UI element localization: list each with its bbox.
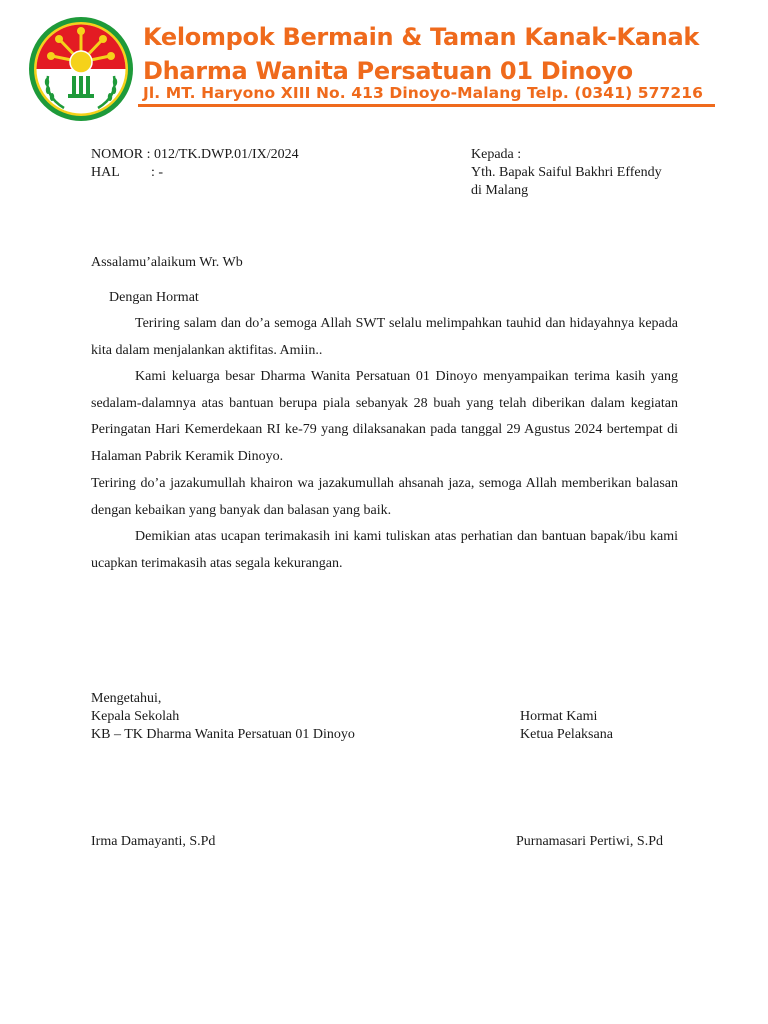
letterhead-divider xyxy=(138,104,715,107)
sig-right-line1: Hormat Kami xyxy=(520,709,598,724)
salutation: Assalamu’alaikum Wr. Wb xyxy=(91,255,243,270)
paragraph-2: Kami keluarga besar Dharma Wanita Persatuan 01 Dinoyo menyampaikan terima kasih yang sedalam-dalamnya atas bantuan berupa piala sebanyak 28 buah yang telah diberikan dalam kegiatan Peringatan Hari Kemerdekaan RI ke-79 yang dilaksanakan pada tanggal 29 Agustus 2024 bertempat di Halaman Pabrik Keramik Dinoyo. xyxy=(91,369,678,464)
school-logo-icon xyxy=(28,16,134,122)
letterhead-title-line1: Kelompok Bermain & Taman Kanak-Kanak xyxy=(143,23,700,51)
recipient-place: di Malang xyxy=(471,183,529,198)
paragraph-4: Demikian atas ucapan terimakasih ini kami tuliskan atas perhatian dan bantuan bapak/ibu kami ucapkan terimakasih atas segala kekurangan. xyxy=(91,529,678,571)
opening: Dengan Hormat xyxy=(109,290,199,305)
sig-right-name: Purnamasari Pertiwi, S.Pd xyxy=(516,834,663,849)
letter-number: NOMOR : 012/TK.DWP.01/IX/2024 xyxy=(91,147,299,162)
recipient-kepada: Kepada : xyxy=(471,147,522,162)
sig-left-line2: Kepala Sekolah xyxy=(91,709,180,724)
subject-label: HAL xyxy=(91,165,120,180)
sig-right-line2: Ketua Pelaksana xyxy=(520,727,613,742)
sig-left-line1: Mengetahui, xyxy=(91,691,162,706)
paragraph-1: Teriring salam dan do’a semoga Allah SWT selalu melimpahkan tauhid dan hidayahnya kepada kita dalam menjalankan aktifitas. Amiin.. xyxy=(91,316,678,358)
sig-left-line3: KB – TK Dharma Wanita Persatuan 01 Dinoyo xyxy=(91,727,355,742)
subject-value: : - xyxy=(151,165,164,180)
paragraph-3: Teriring do’a jazakumullah khairon wa jazakumullah ahsanah jaza, semoga Allah memberikan balasan dengan kebaikan yang banyak dan balasan yang baik. xyxy=(91,476,678,518)
sig-left-name: Irma Damayanti, S.Pd xyxy=(91,834,216,849)
letterhead-address: Jl. MT. Haryono XIII No. 413 Dinoyo-Malang Telp. (0341) 577216 xyxy=(143,84,704,102)
letterhead-title-line2: Dharma Wanita Persatuan 01 Dinoyo xyxy=(143,57,633,85)
recipient-name: Yth. Bapak Saiful Bakhri Effendy xyxy=(471,165,662,180)
